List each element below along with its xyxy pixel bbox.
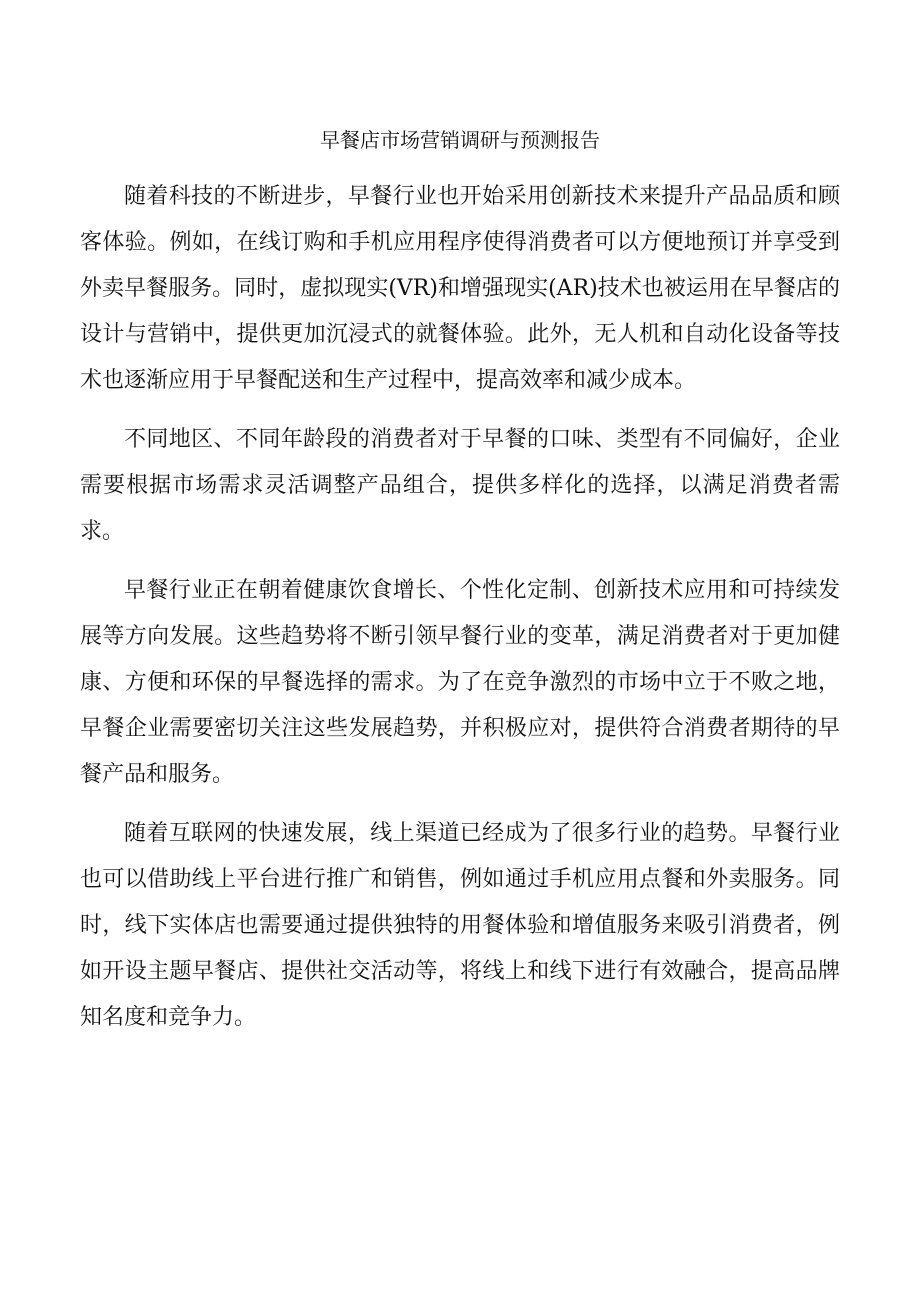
paragraph-1: 随着科技的不断进步，早餐行业也开始采用创新技术来提升产品品质和顾客体验。例如，在线订购和手机应用程序使得消费者可以方便地预订并享受到外卖早餐服务。同时，虚拟现实(VR)和增强现实(AR)技术也被运用在早餐店的设计与营销中，提供更加沉浸式的就餐体验。此外，无人机和自动化设备等技术也逐渐应用于早餐配送和生产过程中，提高效率和减少成本。 bbox=[80, 184, 840, 393]
document-body bbox=[80, 174, 840, 1054]
document-title: 早餐店市场营销调研与预测报告 bbox=[320, 128, 600, 152]
paragraph-3: 早餐行业正在朝着健康饮食增长、个性化定制、创新技术应用和可持续发展等方向发展。这些趋势将不断引领早餐行业的变革，满足消费者对于更加健康、方便和环保的早餐选择的需求。为了在竞争激烈的市场中立于不败之地，早餐企业需要密切关注这些发展趋势，并积极应对，提供符合消费者期待的早餐产品和服务。 bbox=[80, 578, 840, 787]
paragraph-4: 随着互联网的快速发展，线上渠道已经成为了很多行业的趋势。早餐行业也可以借助线上平台进行推广和销售，例如通过手机应用点餐和外卖服务。同时，线下实体店也需要通过提供独特的用餐体验和增值服务来吸引消费者，例如开设主题早餐店、提供社交活动等，将线上和线下进行有效融合，提高品牌知名度和竞争力。 bbox=[80, 821, 840, 1030]
paragraph-2: 不同地区、不同年龄段的消费者对于早餐的口味、类型有不同偏好，企业需要根据市场需求灵活调整产品组合，提供多样化的选择，以满足消费者需求。 bbox=[80, 427, 840, 544]
